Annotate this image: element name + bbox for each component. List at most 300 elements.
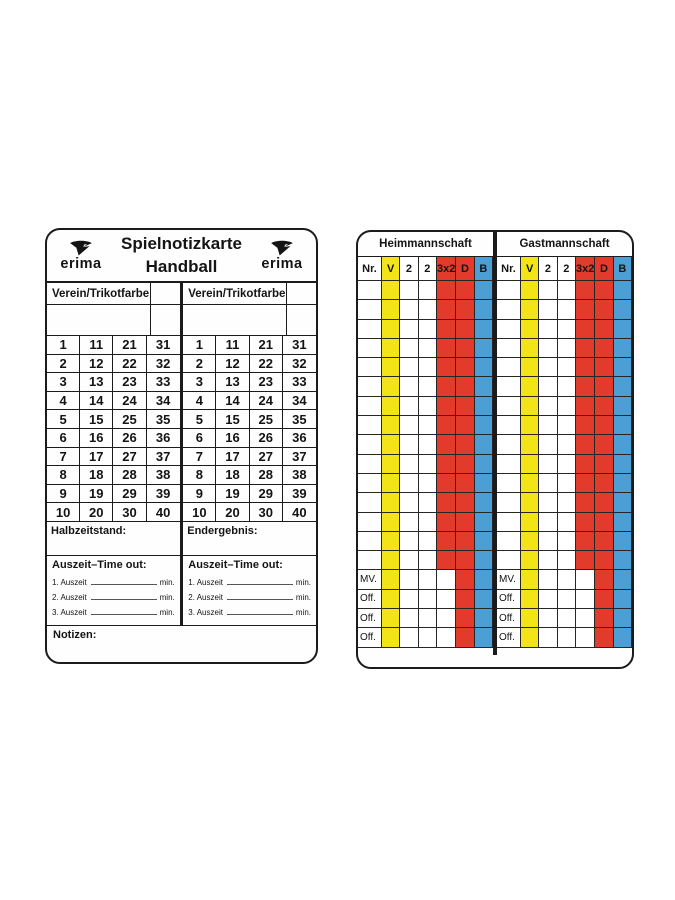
- score-cell: [456, 570, 474, 589]
- column-header-cell: V: [382, 257, 400, 281]
- card-title: [108, 233, 255, 277]
- score-cell: [475, 493, 493, 512]
- score-cell: [595, 590, 613, 609]
- score-cell: [576, 474, 595, 493]
- goal-number-cell: 17: [216, 448, 249, 467]
- score-cell: [456, 455, 474, 474]
- goal-number-cell: 23: [250, 373, 283, 392]
- goal-number-cell: 22: [113, 355, 146, 374]
- score-cell: [400, 358, 418, 377]
- score-cell: [437, 358, 456, 377]
- score-cell: [358, 300, 382, 319]
- score-cell: [576, 532, 595, 551]
- goal-number-cell: 6: [183, 429, 216, 448]
- score-cell: [614, 628, 632, 647]
- timeout-row: [188, 603, 311, 618]
- goal-number-cell: 11: [80, 336, 113, 355]
- score-cell: [521, 455, 539, 474]
- score-cell: [456, 609, 474, 628]
- goal-number-cell: 30: [250, 503, 283, 522]
- score-cell: [521, 397, 539, 416]
- score-cell: [437, 590, 456, 609]
- goal-number-cell: 29: [113, 485, 146, 504]
- score-cell: [497, 474, 521, 493]
- score-cell: [595, 513, 613, 532]
- goal-number-cell: 6: [47, 429, 80, 448]
- score-cell: [475, 551, 493, 570]
- write-line: [91, 614, 157, 615]
- team-name-cell: [183, 305, 286, 335]
- score-cell: [475, 513, 493, 532]
- score-cell: [497, 493, 521, 512]
- score-cell: [400, 493, 418, 512]
- column-header-cell: D: [595, 257, 613, 281]
- score-cell: [382, 339, 400, 358]
- score-cell: [497, 358, 521, 377]
- special-row-label-cell: Off.: [358, 609, 382, 628]
- goal-number-cell: 12: [80, 355, 113, 374]
- timeout-unit: min.: [295, 577, 311, 587]
- goal-number-cell: 26: [113, 429, 146, 448]
- score-cell: [539, 377, 557, 396]
- score-cell: [475, 397, 493, 416]
- score-cell: [437, 339, 456, 358]
- goal-number-cell: 21: [250, 336, 283, 355]
- score-cell: [539, 397, 557, 416]
- column-header-cell: B: [614, 257, 632, 281]
- score-cell: [614, 435, 632, 454]
- score-cell: [400, 532, 418, 551]
- score-cell: [576, 493, 595, 512]
- score-cell: [614, 455, 632, 474]
- score-cell: [595, 339, 613, 358]
- score-cell: [437, 455, 456, 474]
- goal-number-cell: 7: [47, 448, 80, 467]
- timeout-box: [47, 556, 180, 626]
- score-cell: [456, 532, 474, 551]
- goal-number-cell: 4: [183, 392, 216, 411]
- score-cell: [419, 300, 437, 319]
- score-cell: [456, 590, 474, 609]
- score-cell: [576, 397, 595, 416]
- game-note-card: [45, 228, 318, 664]
- score-cell: [358, 474, 382, 493]
- score-cell: [576, 300, 595, 319]
- score-cell: [497, 339, 521, 358]
- score-cell: [521, 609, 539, 628]
- goal-number-cell: 37: [147, 448, 180, 467]
- score-cell: [475, 320, 493, 339]
- score-cell: [419, 532, 437, 551]
- halftime-row: Halbzeitstand:: [47, 522, 180, 556]
- timeout-label: 1. Auszeit: [52, 577, 87, 587]
- goal-number-cell: 18: [216, 466, 249, 485]
- score-cell: [382, 377, 400, 396]
- score-cell: [400, 590, 418, 609]
- card-header: [47, 230, 316, 283]
- goal-number-cell: 1: [183, 336, 216, 355]
- score-cell: [419, 435, 437, 454]
- erima-wordmark: erima: [60, 255, 102, 272]
- score-cell: [539, 590, 557, 609]
- goal-number-cell: 14: [80, 392, 113, 411]
- score-cell: [539, 609, 557, 628]
- score-cell: [382, 397, 400, 416]
- score-cell: [400, 397, 418, 416]
- score-cell: [595, 551, 613, 570]
- score-cell: [539, 493, 557, 512]
- goal-number-cell: 35: [283, 410, 316, 429]
- timeout-row: [52, 588, 175, 603]
- score-cell: [576, 320, 595, 339]
- score-cell: [382, 513, 400, 532]
- score-cell: [437, 416, 456, 435]
- goal-number-cell: 2: [47, 355, 80, 374]
- score-cell: [539, 281, 557, 300]
- score-cell: [614, 493, 632, 512]
- timeout-unit: min.: [159, 607, 175, 617]
- goal-number-cell: 24: [113, 392, 146, 411]
- score-cell: [358, 339, 382, 358]
- score-cell: [497, 281, 521, 300]
- team-name-row: [183, 305, 316, 336]
- goal-number-cell: 8: [47, 466, 80, 485]
- score-cell: [539, 339, 557, 358]
- column-header-cell: 2: [539, 257, 557, 281]
- score-cell: [419, 397, 437, 416]
- erima-logo-right: [255, 240, 309, 272]
- goal-number-cell: 13: [216, 373, 249, 392]
- special-row-label-cell: Off.: [497, 609, 521, 628]
- goal-number-cell: 34: [283, 392, 316, 411]
- score-cell: [382, 320, 400, 339]
- goal-number-cell: 26: [250, 429, 283, 448]
- score-cell: [558, 493, 576, 512]
- score-cell: [539, 320, 557, 339]
- score-cell: [358, 281, 382, 300]
- timeout-label: 2. Auszeit: [188, 592, 223, 602]
- column-header-cell: Nr.: [497, 257, 521, 281]
- score-cell: [437, 474, 456, 493]
- score-cell: [382, 493, 400, 512]
- score-cell: [595, 281, 613, 300]
- timeout-label: 3. Auszeit: [52, 607, 87, 617]
- score-cell: [576, 358, 595, 377]
- goal-number-cell: 20: [80, 503, 113, 522]
- title-line-2: Handball: [145, 256, 218, 276]
- score-cell: [521, 551, 539, 570]
- timeout-row: [188, 588, 311, 603]
- score-cell: [400, 300, 418, 319]
- score-cell: [456, 300, 474, 319]
- score-cell: [419, 609, 437, 628]
- score-cell: [595, 397, 613, 416]
- score-cell: [497, 320, 521, 339]
- score-cell: [400, 628, 418, 647]
- score-cell: [382, 590, 400, 609]
- goal-number-cell: 3: [183, 373, 216, 392]
- goal-number-cell: 7: [183, 448, 216, 467]
- score-cell: [419, 339, 437, 358]
- score-cell: [497, 416, 521, 435]
- score-cell: [419, 358, 437, 377]
- score-cell: [614, 474, 632, 493]
- score-cell: [576, 551, 595, 570]
- erima-logo-left: [54, 240, 108, 272]
- score-cell: [614, 590, 632, 609]
- score-cell: [437, 320, 456, 339]
- note-half-guest: [183, 283, 316, 626]
- score-cell: [400, 435, 418, 454]
- goal-number-cell: 2: [183, 355, 216, 374]
- score-cell: [595, 609, 613, 628]
- score-cell: [419, 320, 437, 339]
- score-cell: [475, 377, 493, 396]
- title-line-1: Spielnotizkarte: [121, 234, 242, 254]
- goal-number-cell: 10: [183, 503, 216, 522]
- erima-wordmark: erima: [261, 255, 303, 272]
- score-cell: [475, 339, 493, 358]
- score-cell: [614, 397, 632, 416]
- score-cell: [614, 609, 632, 628]
- score-half-home: [358, 232, 493, 667]
- score-cell: [400, 474, 418, 493]
- team-columns: [47, 283, 316, 626]
- score-cell: [400, 455, 418, 474]
- goal-number-cell: 37: [283, 448, 316, 467]
- score-cell: [475, 416, 493, 435]
- score-cell: [558, 320, 576, 339]
- score-cell: [437, 281, 456, 300]
- score-cell: [595, 532, 613, 551]
- score-cell: [382, 300, 400, 319]
- score-cell: [400, 320, 418, 339]
- goal-number-cell: 11: [216, 336, 249, 355]
- score-cell: [358, 358, 382, 377]
- score-table-home: [358, 257, 493, 648]
- score-cell: [456, 513, 474, 532]
- score-cell: [358, 435, 382, 454]
- score-cell: [576, 628, 595, 647]
- team-header-row: [47, 283, 180, 305]
- goal-number-cell: 5: [47, 410, 80, 429]
- jersey-color-cell: [286, 283, 316, 304]
- score-cell: [558, 281, 576, 300]
- score-cell: [595, 628, 613, 647]
- team-name-row: [47, 305, 180, 336]
- score-cell: [419, 474, 437, 493]
- score-cell: [595, 435, 613, 454]
- score-cell: [419, 455, 437, 474]
- score-cell: [419, 377, 437, 396]
- score-cell: [382, 281, 400, 300]
- score-cell: [382, 551, 400, 570]
- score-cell: [521, 532, 539, 551]
- score-cell: [539, 628, 557, 647]
- goal-number-cell: 31: [147, 336, 180, 355]
- goal-number-cell: 39: [283, 485, 316, 504]
- score-cell: [614, 339, 632, 358]
- goal-number-cell: 5: [183, 410, 216, 429]
- score-cell: [437, 513, 456, 532]
- score-cell: [558, 416, 576, 435]
- score-cell: [419, 570, 437, 589]
- goal-number-cell: 12: [216, 355, 249, 374]
- score-cell: [456, 320, 474, 339]
- goal-number-cell: 28: [113, 466, 146, 485]
- write-line: [227, 584, 293, 585]
- guest-team-header: Gastmannschaft: [497, 232, 632, 257]
- erima-bird-icon: [66, 240, 96, 257]
- score-cell: [456, 474, 474, 493]
- score-cell: [595, 570, 613, 589]
- score-cell: [419, 628, 437, 647]
- score-cell: [437, 493, 456, 512]
- score-card: [356, 230, 634, 669]
- score-cell: [382, 455, 400, 474]
- write-line: [91, 584, 157, 585]
- goal-number-cell: 28: [250, 466, 283, 485]
- team-header-label: Verein/Trikotfarbe: [188, 287, 286, 300]
- goal-number-cell: 40: [283, 503, 316, 522]
- goal-number-grid: [47, 336, 180, 522]
- score-cell: [539, 474, 557, 493]
- score-cell: [558, 377, 576, 396]
- goal-number-grid: [183, 336, 316, 522]
- column-header-cell: 2: [400, 257, 418, 281]
- goal-number-cell: 30: [113, 503, 146, 522]
- score-cell: [576, 570, 595, 589]
- goal-number-cell: 31: [283, 336, 316, 355]
- score-cell: [400, 339, 418, 358]
- score-cell: [400, 513, 418, 532]
- score-cell: [539, 513, 557, 532]
- score-cell: [521, 474, 539, 493]
- note-half-home: [47, 283, 180, 626]
- score-cell: [419, 416, 437, 435]
- score-cell: [595, 300, 613, 319]
- team-header-row: [183, 283, 316, 305]
- score-cell: [595, 320, 613, 339]
- score-cell: [497, 532, 521, 551]
- score-cell: [456, 493, 474, 512]
- goal-number-cell: 32: [147, 355, 180, 374]
- team-header-label: Verein/Trikotfarbe: [52, 287, 150, 300]
- special-row-label-cell: Off.: [497, 628, 521, 647]
- score-half-guest: [497, 232, 632, 667]
- goal-number-cell: 38: [147, 466, 180, 485]
- score-cell: [456, 551, 474, 570]
- score-cell: [521, 339, 539, 358]
- score-cell: [358, 416, 382, 435]
- goal-number-cell: 19: [216, 485, 249, 504]
- goal-number-cell: 17: [80, 448, 113, 467]
- special-row-label-cell: MV.: [497, 570, 521, 589]
- special-row-label-cell: MV.: [358, 570, 382, 589]
- timeout-label: 3. Auszeit: [188, 607, 223, 617]
- jersey-color-cell: [150, 283, 180, 304]
- score-cell: [400, 570, 418, 589]
- notes-area: Notizen:: [53, 628, 97, 641]
- score-cell: [521, 281, 539, 300]
- score-cell: [475, 570, 493, 589]
- score-cell: [475, 435, 493, 454]
- score-cell: [576, 416, 595, 435]
- goal-number-cell: 22: [250, 355, 283, 374]
- score-cell: [614, 551, 632, 570]
- score-cell: [576, 377, 595, 396]
- goal-number-cell: 19: [80, 485, 113, 504]
- goal-number-cell: 13: [80, 373, 113, 392]
- timeout-unit: min.: [295, 592, 311, 602]
- score-table-guest: [497, 257, 632, 648]
- column-header-cell: D: [456, 257, 474, 281]
- timeout-label: 2. Auszeit: [52, 592, 87, 602]
- goal-number-cell: 40: [147, 503, 180, 522]
- score-cell: [475, 590, 493, 609]
- score-cell: [475, 628, 493, 647]
- score-cell: [614, 416, 632, 435]
- goal-number-cell: 18: [80, 466, 113, 485]
- score-cell: [595, 474, 613, 493]
- goal-number-cell: 1: [47, 336, 80, 355]
- score-cell: [437, 551, 456, 570]
- goal-number-cell: 25: [113, 410, 146, 429]
- score-cell: [419, 551, 437, 570]
- write-line: [227, 614, 293, 615]
- score-cell: [576, 609, 595, 628]
- score-cell: [558, 532, 576, 551]
- score-cell: [400, 551, 418, 570]
- column-header-cell: 3x2: [576, 257, 595, 281]
- score-cell: [614, 300, 632, 319]
- goal-number-cell: 36: [283, 429, 316, 448]
- score-cell: [437, 628, 456, 647]
- score-cell: [456, 435, 474, 454]
- score-cell: [456, 358, 474, 377]
- score-cell: [539, 551, 557, 570]
- score-cell: [576, 590, 595, 609]
- score-cell: [497, 435, 521, 454]
- score-cell: [497, 300, 521, 319]
- goal-number-cell: 9: [183, 485, 216, 504]
- score-cell: [558, 513, 576, 532]
- score-cell: [558, 358, 576, 377]
- score-cell: [475, 609, 493, 628]
- team-name-cell: [47, 305, 150, 335]
- score-cell: [539, 416, 557, 435]
- score-cell: [475, 455, 493, 474]
- score-cell: [521, 513, 539, 532]
- score-cell: [614, 281, 632, 300]
- score-cell: [382, 628, 400, 647]
- score-cell: [614, 570, 632, 589]
- score-cell: [614, 532, 632, 551]
- score-cell: [475, 474, 493, 493]
- goal-number-cell: 15: [80, 410, 113, 429]
- score-cell: [595, 358, 613, 377]
- score-cell: [521, 377, 539, 396]
- score-cell: [521, 590, 539, 609]
- score-cell: [521, 435, 539, 454]
- goal-number-cell: 3: [47, 373, 80, 392]
- goal-number-cell: 27: [250, 448, 283, 467]
- score-cell: [358, 493, 382, 512]
- goal-number-cell: 23: [113, 373, 146, 392]
- score-cell: [475, 281, 493, 300]
- score-cell: [521, 628, 539, 647]
- goal-number-cell: 10: [47, 503, 80, 522]
